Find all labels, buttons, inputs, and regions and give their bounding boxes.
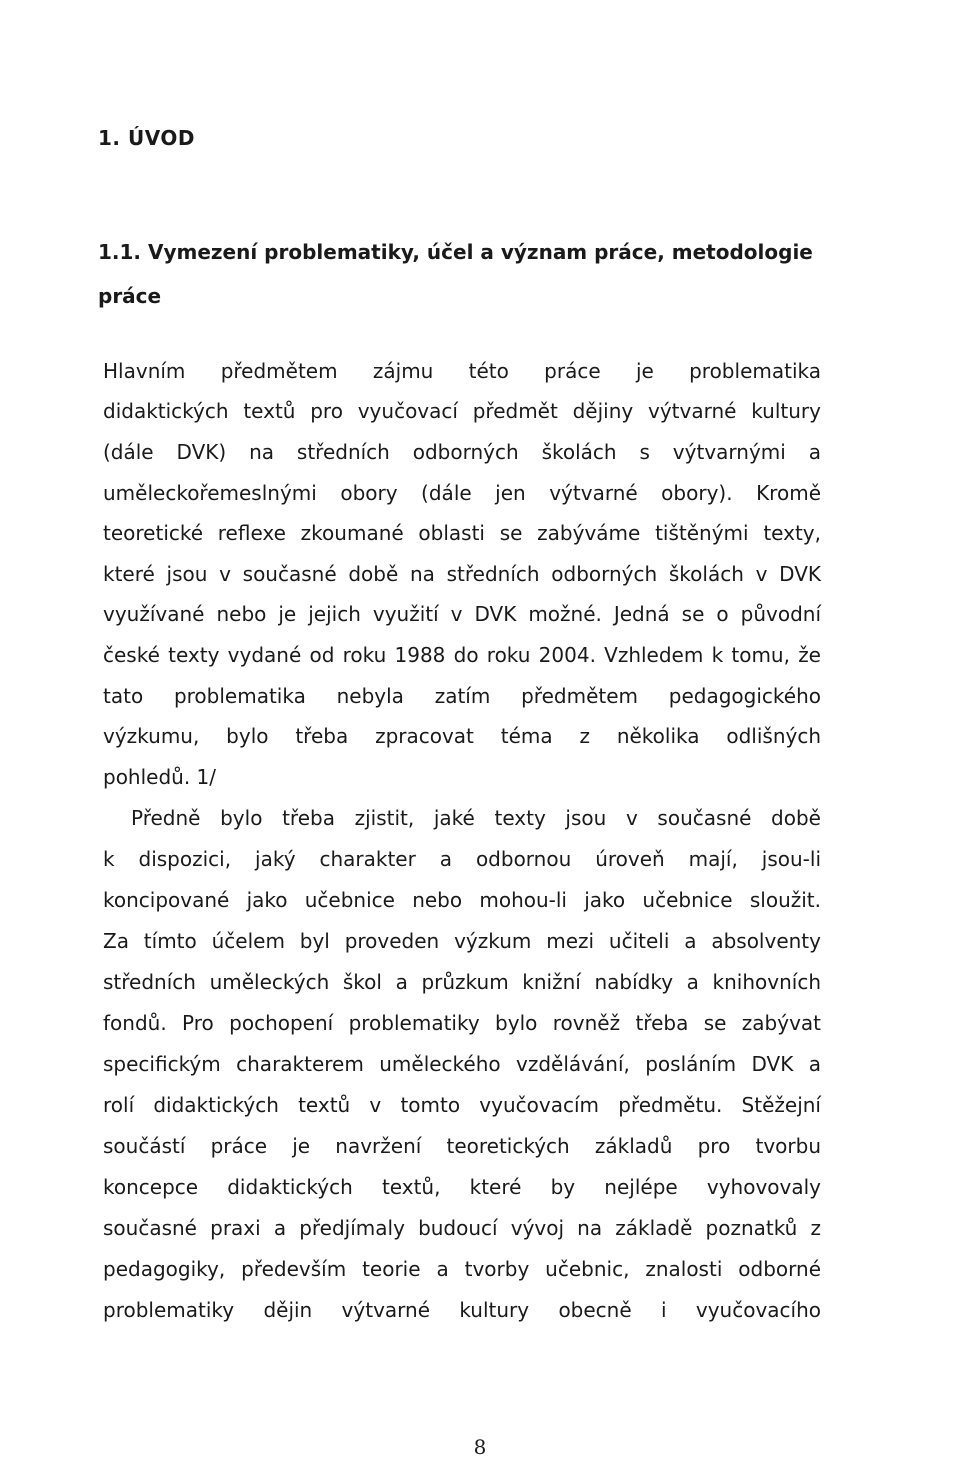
body-line: využívané nebo je jejich využití v DVK možné. Jedná se o původní <box>103 602 821 626</box>
body-line: Za tímto účelem byl proveden výzkum mezi učiteli a absolventy <box>103 929 821 953</box>
body-line: specifickým charakterem uměleckého vzdělávání, posláním DVK a <box>103 1052 821 1076</box>
section-heading: 1.1. Vymezení problematiky, účel a význam práce, metodologie práce <box>98 240 813 308</box>
body-line: koncipované jako učebnice nebo mohou-li jako učebnice sloužit. <box>103 888 821 912</box>
body-line: české texty vydané od roku 1988 do roku 2004. Vzhledem k tomu, že <box>103 643 821 667</box>
body-line: pohledů. 1/ <box>103 765 217 789</box>
body-line: součástí práce je navržení teoretických základů pro tvorbu <box>103 1134 821 1158</box>
body-line: současné praxi a předjímaly budoucí vývoj na základě poznatků z <box>103 1216 821 1240</box>
body-line: výzkumu, bylo třeba zpracovat téma z několika odlišných <box>103 724 821 748</box>
body-line: teoretické reflexe zkoumané oblasti se zabýváme tištěnými texty, <box>103 521 821 545</box>
body-line: pedagogiky, především teorie a tvorby učebnic, znalosti odborné <box>103 1257 821 1281</box>
body-line: které jsou v současné době na středních odborných školách v DVK <box>103 562 821 586</box>
body-line: Předně bylo třeba zjistit, jaké texty jsou v současné době <box>131 806 821 830</box>
body-line: koncepce didaktických textů, které by nejlépe vyhovovaly <box>103 1175 821 1199</box>
body-line: rolí didaktických textů v tomto vyučovacím předmětu. Stěžejní <box>103 1093 821 1117</box>
body-line: Hlavním předmětem zájmu této práce je problematika <box>103 359 821 383</box>
page-number: 8 <box>473 1435 487 1459</box>
body-line: problematiky dějin výtvarné kultury obecně i vyučovacího <box>103 1298 821 1322</box>
body-line: středních uměleckých škol a průzkum knižní nabídky a knihovních <box>103 970 821 994</box>
body-line: uměleckořemeslnými obory (dále jen výtvarné obory). Kromě <box>103 481 821 505</box>
body-line: fondů. Pro pochopení problematiky bylo rovněž třeba se zabývat <box>103 1011 821 1035</box>
chapter-heading: 1. ÚVOD <box>98 126 195 150</box>
body-line: didaktických textů pro vyučovací předmět dějiny výtvarné kultury <box>103 399 821 423</box>
body-line: tato problematika nebyla zatím předmětem pedagogického <box>103 684 821 708</box>
body-line: (dále DVK) na středních odborných školách s výtvarnými a <box>103 440 821 464</box>
body-line: k dispozici, jaký charakter a odbornou úroveň mají, jsou-li <box>103 847 821 871</box>
